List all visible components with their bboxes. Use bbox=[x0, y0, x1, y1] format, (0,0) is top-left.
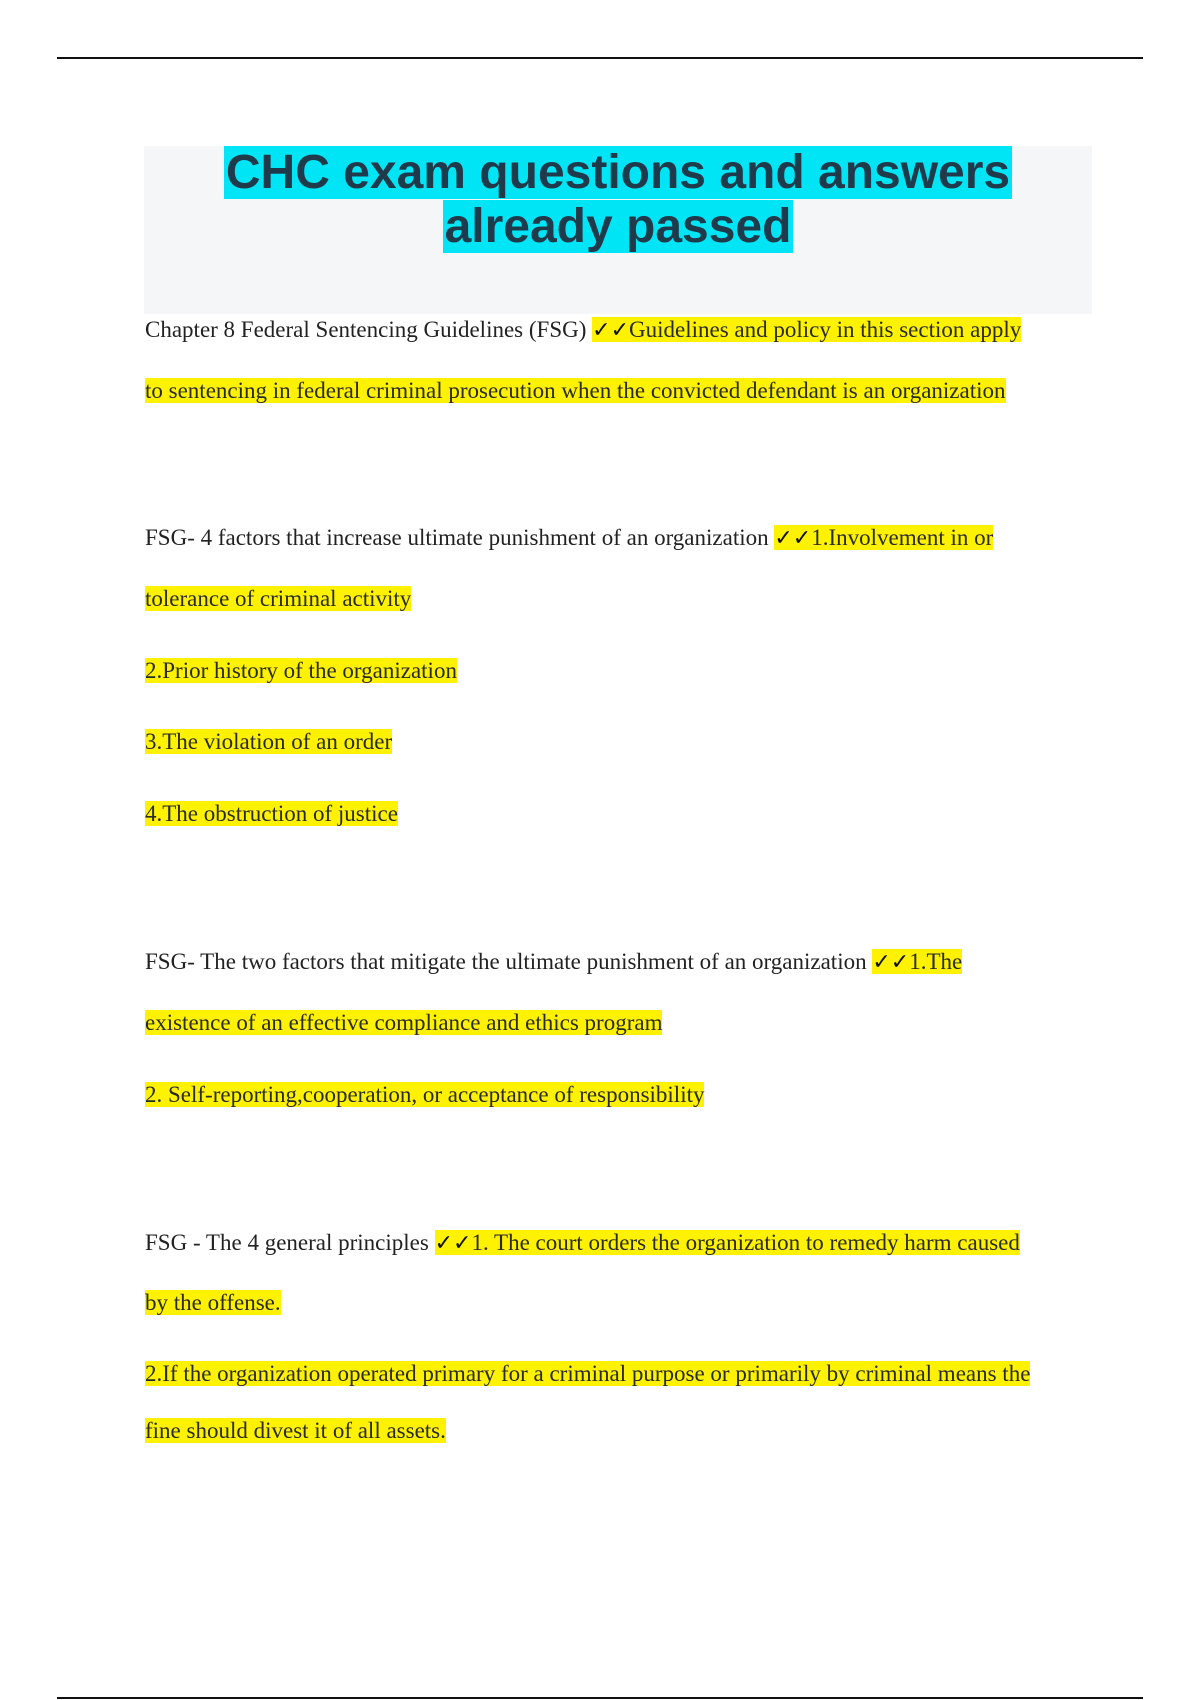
answer-text: by the offense. bbox=[145, 1290, 281, 1315]
question-text: FSG- 4 factors that increase ultimate punishment of an organization bbox=[145, 525, 775, 550]
qa-1-answer-line bbox=[145, 374, 1006, 408]
answer-text: Guidelines and policy in this section apply bbox=[629, 317, 1022, 342]
qa-4-question-line bbox=[145, 1226, 1020, 1260]
qa-4-answer-line bbox=[145, 1414, 446, 1448]
qa-3-answer-line bbox=[145, 1006, 662, 1040]
qa-3-answer-line bbox=[145, 1078, 704, 1112]
qa-2-question-line bbox=[145, 521, 993, 555]
answer-text: 2. Self-reporting,cooperation, or acceptance of responsibility bbox=[145, 1082, 705, 1107]
answer-text: 1.Involvement in or bbox=[811, 525, 994, 550]
bottom-rule bbox=[57, 1697, 1143, 1699]
answer-text: 1.The bbox=[909, 949, 963, 974]
answer-text: to sentencing in federal criminal prosecution when the convicted defendant is an organization bbox=[145, 378, 1006, 403]
answer-text: 3.The violation of an order bbox=[145, 729, 393, 754]
top-rule bbox=[57, 57, 1143, 59]
answer-text: fine should divest it of all assets. bbox=[145, 1418, 446, 1443]
answer-text: 4.The obstruction of justice bbox=[145, 801, 398, 826]
check-mark-icon: ✓✓ bbox=[872, 950, 910, 975]
qa-2-answer-line bbox=[145, 725, 392, 759]
check-mark-icon: ✓✓ bbox=[434, 1231, 472, 1256]
qa-2-answer-line bbox=[145, 797, 398, 831]
answer-text: existence of an effective compliance and ethics program bbox=[145, 1010, 663, 1035]
check-mark-icon: ✓✓ bbox=[774, 526, 812, 551]
qa-2-answer-line bbox=[145, 654, 457, 688]
qa-3-question-line bbox=[145, 945, 962, 979]
answer-text: tolerance of criminal activity bbox=[145, 586, 412, 611]
question-text: Chapter 8 Federal Sentencing Guidelines (FSG) bbox=[145, 317, 593, 342]
question-text: FSG - The 4 general principles bbox=[145, 1230, 435, 1255]
qa-2-answer-line bbox=[145, 582, 411, 616]
title-panel bbox=[144, 146, 1092, 314]
qa-4-answer-line bbox=[145, 1286, 281, 1320]
document-title-line-1: CHC exam questions and answers bbox=[225, 146, 1011, 199]
question-text: FSG- The two factors that mitigate the ultimate punishment of an organization bbox=[145, 949, 873, 974]
qa-1-question-line bbox=[145, 313, 1021, 347]
answer-text: 1. The court orders the organization to remedy harm caused bbox=[471, 1230, 1020, 1255]
answer-text: 2.Prior history of the organization bbox=[145, 658, 457, 683]
qa-4-answer-line bbox=[145, 1357, 1030, 1391]
answer-text: 2.If the organization operated primary for a criminal purpose or primarily by criminal means the bbox=[145, 1361, 1031, 1386]
check-mark-icon: ✓✓ bbox=[592, 318, 630, 343]
document-title-line-2: already passed bbox=[444, 200, 792, 253]
